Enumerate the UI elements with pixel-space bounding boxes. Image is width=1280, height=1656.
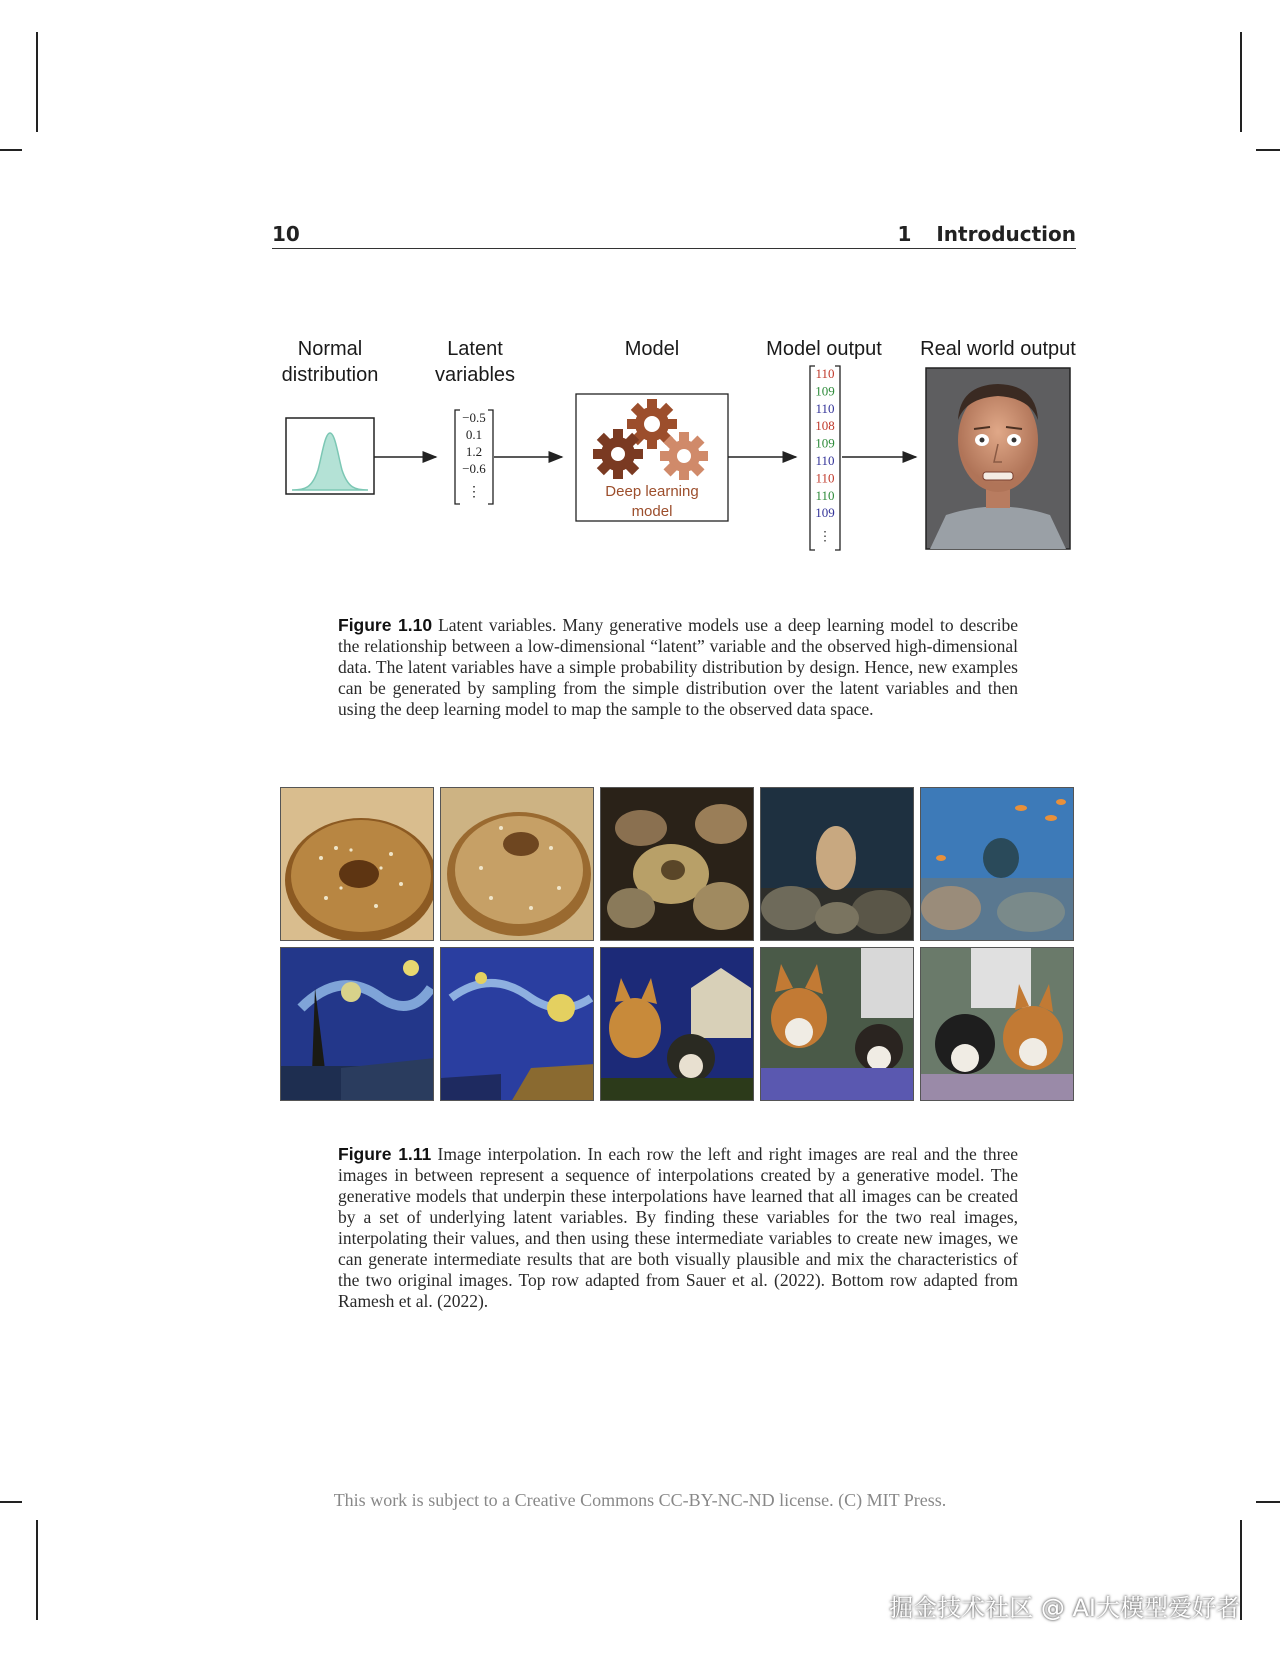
label-line: Normal bbox=[297, 338, 363, 360]
label-line: Model bbox=[624, 338, 680, 360]
label-line: Model output bbox=[766, 338, 882, 360]
output-values bbox=[815, 366, 835, 544]
caption-text: Latent variables. Many generative models use a deep learning model to describe the relationship between a low-dimensional “latent” variable and the observed high-dimensional data. The latent variables have a simple probability distribution by design. Hence, new examples can be generated by sampling from the simple distribution over the latent variables and then using the deep learning model to map the sample to the observed data space. bbox=[338, 615, 1018, 719]
figure-1-10-caption bbox=[338, 615, 1018, 720]
page-number: 10 bbox=[272, 222, 300, 246]
gear-icon bbox=[593, 429, 643, 479]
output-value: 110 bbox=[815, 470, 835, 486]
output-value: 109 bbox=[815, 435, 835, 451]
chapter-title: Introduction bbox=[936, 222, 1076, 246]
coral-image bbox=[601, 788, 754, 941]
latent-bracket-right bbox=[488, 410, 493, 504]
starry-night-image bbox=[441, 948, 594, 1101]
corgi-image bbox=[601, 948, 754, 1101]
output-value: 110 bbox=[815, 453, 835, 468]
image-tile bbox=[760, 787, 914, 941]
label-line: distribution bbox=[281, 364, 379, 386]
coral-image bbox=[761, 788, 914, 941]
output-value: 109 bbox=[815, 505, 835, 521]
output-bracket-right bbox=[835, 366, 840, 550]
crop-mark bbox=[36, 1520, 38, 1620]
license-footer: This work is subject to a Creative Commons CC-BY-NC-ND license. (C) MIT Press. bbox=[333, 1490, 947, 1510]
gear-icon bbox=[660, 432, 708, 480]
watermark: 掘金技术社区 @ AI大模型爱好者 bbox=[889, 1594, 1240, 1622]
latent-bracket-left bbox=[455, 410, 460, 504]
latent-value: 0.1 bbox=[465, 427, 483, 442]
bagel-image bbox=[281, 788, 434, 941]
label-line: Real world output bbox=[920, 338, 1076, 360]
starry-night-image bbox=[281, 948, 434, 1101]
latent-value: ⋮ bbox=[467, 485, 481, 500]
latent-value: −0.6 bbox=[462, 461, 486, 476]
image-tile bbox=[920, 947, 1074, 1101]
image-tile bbox=[760, 947, 914, 1101]
image-tile bbox=[600, 947, 754, 1101]
latent-value: 1.2 bbox=[465, 444, 483, 459]
label-line: Latent bbox=[447, 338, 503, 360]
real-world-photo bbox=[926, 368, 1070, 549]
image-tile bbox=[440, 787, 594, 941]
corgi-image bbox=[921, 948, 1074, 1101]
image-tile bbox=[280, 787, 434, 941]
image-tile bbox=[920, 787, 1074, 941]
chapter-number: 1 bbox=[897, 222, 912, 246]
caption-text: Image interpolation. In each row the left and right images are real and the three images in between represent a sequence of interpolations created by a generative model. The generative models that underpin these interpolations have learned that all images can be created by a set of underlying latent variables. By finding these variables for the two real images, interpolating their values, and then using these intermediate variables to create new images, we can generate intermediate results that are both visually plausible and mix the characteristics of the two original images. Top row adapted from Sauer et al. (2022). Bottom row adapted from Ramesh et al. (2022). bbox=[338, 1144, 1019, 1311]
figure-1-10-diagram bbox=[0, 0, 1280, 580]
label-line: variables bbox=[434, 364, 516, 386]
output-value: 110 bbox=[815, 366, 835, 381]
latent-value: −0.5 bbox=[462, 410, 486, 425]
corgi-image bbox=[761, 948, 914, 1101]
image-tile bbox=[600, 787, 754, 941]
model-box-label: Deep learning bbox=[605, 483, 699, 500]
output-value: 109 bbox=[815, 383, 835, 399]
image-tile bbox=[440, 947, 594, 1101]
image-tile bbox=[280, 947, 434, 1101]
figure-label: Figure 1.11 bbox=[338, 1144, 432, 1164]
figure-label: Figure 1.10 bbox=[338, 615, 433, 635]
coral-reef-image bbox=[921, 788, 1074, 941]
crop-mark bbox=[1240, 1520, 1242, 1620]
output-value: ⋮ bbox=[818, 528, 832, 544]
figure-1-11-caption bbox=[338, 1144, 1018, 1312]
bagel-image bbox=[441, 788, 594, 941]
output-bracket-left bbox=[810, 366, 815, 550]
output-value: 108 bbox=[815, 418, 835, 434]
output-value: 110 bbox=[815, 487, 835, 503]
model-box-label: model bbox=[631, 503, 673, 520]
output-value: 110 bbox=[815, 400, 835, 416]
